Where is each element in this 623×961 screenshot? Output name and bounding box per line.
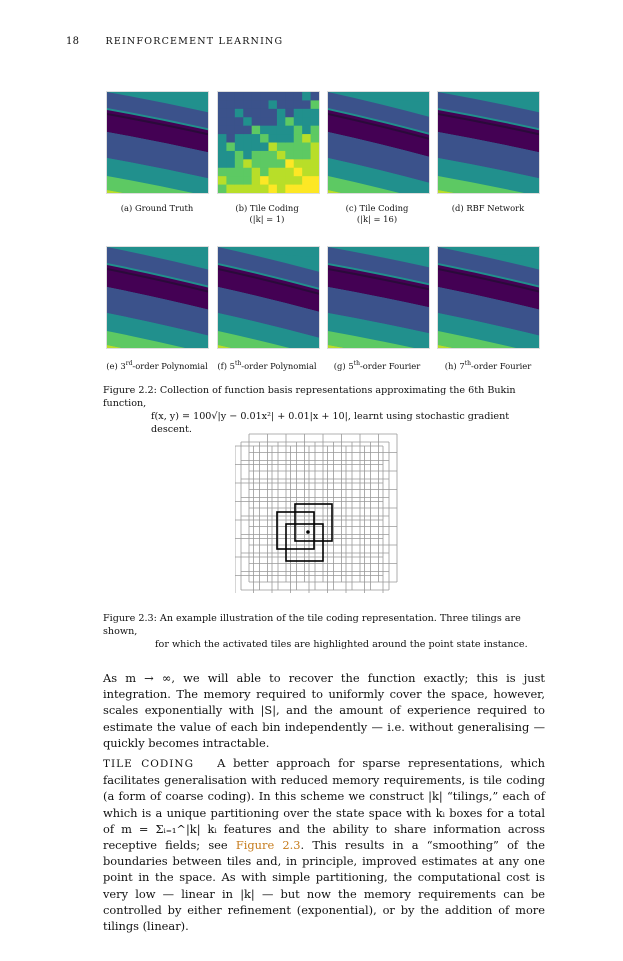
page-header <box>66 36 283 47</box>
figure-2-3-caption: Figure 2.3: An example illustration of the tile coding representation. Three tilings are shown, for which the activated tiles are highlighted around the point state instance. <box>103 613 528 650</box>
contour-plot <box>218 247 319 348</box>
caption-f: (f) 5th-order Polynomial <box>217 360 317 371</box>
panel-poly-3 <box>106 246 209 349</box>
figure-2-2-caption: Figure 2.2: Collection of function basis representations approximating the 6th Bukin function, f(x, y) = 100√|y − 0.01x²| + 0.01|x + 10|, learnt using stochastic gradient descent. <box>103 385 516 435</box>
panel-tile-coding-1 <box>217 91 320 194</box>
panel-fourier-7 <box>437 246 540 349</box>
caption-h: (h) 7th-order Fourier <box>444 360 532 371</box>
contour-plot <box>328 247 429 348</box>
tile-coding-heading: TILE CODING <box>103 758 195 770</box>
panel-rbf-network <box>437 91 540 194</box>
running-title: REINFORCEMENT LEARNING <box>105 36 284 47</box>
state-point <box>306 530 310 534</box>
contour-plot <box>107 92 208 193</box>
contour-plot <box>107 247 208 348</box>
contour-plot <box>438 247 539 348</box>
contour-plot <box>438 92 539 193</box>
page-number: 18 <box>66 36 80 47</box>
paragraph-2: TILE CODING A better approach for sparse representations, which facilitates generalisation with reduced memory requirements, is tile coding (a form of coarse coding). In this scheme we construct |k| “tilings,” each of which is a unique partitioning over the state space with kᵢ boxes for a total of m = Σᵢ₌₁^|k| kᵢ features and the ability to share information across receptive fields; see Figure 2.3. This results in a “smoothing” of the boundaries between tiles and, in principle, improved estimates at any one point in the space. As with simple partitioning, the computational cost is very low — linear in |k| — but now the memory requirements can be controlled by either refinement (exponential), or by the addition of more tilings (linear). <box>103 756 545 934</box>
caption-e: (e) 3rd-order Polynomial <box>106 360 208 371</box>
contour-plot <box>218 92 319 193</box>
contour-plot <box>328 92 429 193</box>
panel-tile-coding-16 <box>327 91 430 194</box>
panel-ground-truth <box>106 91 209 194</box>
panel-fourier-5 <box>327 246 430 349</box>
paragraph-1: As m → ∞, we will able to recover the function exactly; this is just integration. The memory required to uniformly cover the space, however, scales exponentially with |S|, and the amount of experience required to estimate the value of each bin independently — i.e. without generalising — quickly becomes intractable. <box>103 671 545 750</box>
caption-d: (d) RBF Network <box>451 203 525 213</box>
caption-c: (c) Tile Coding (|k| = 16) <box>345 203 409 224</box>
caption-g: (g) 5th-order Fourier <box>333 360 421 371</box>
tile-coding-diagram <box>235 428 410 593</box>
caption-b: (b) Tile Coding (|k| = 1) <box>235 203 299 224</box>
panel-poly-5 <box>217 246 320 349</box>
figure-2-3-link[interactable]: Figure 2.3 <box>235 838 301 853</box>
caption-a: (a) Ground Truth <box>120 203 194 213</box>
